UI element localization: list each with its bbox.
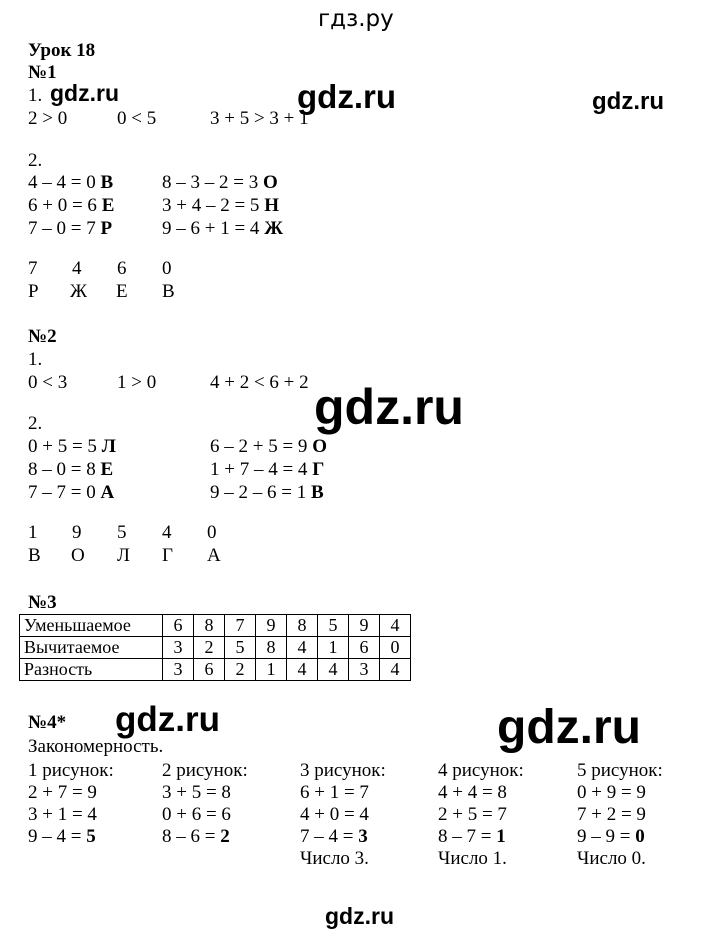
table-cell: 4 xyxy=(318,659,349,681)
table-row xyxy=(20,615,411,637)
table-cell: 3 xyxy=(163,659,194,681)
task-2-letter: В xyxy=(28,545,41,566)
figure-eq: 8 – 6 = 2 xyxy=(162,826,230,847)
task-1-eq: 6 + 0 = 6 Е xyxy=(28,195,115,216)
table-cell: 5 xyxy=(318,615,349,637)
row-label: Вычитаемое xyxy=(20,637,163,659)
task-2-number: 9 xyxy=(72,522,82,543)
task-1-number: 4 xyxy=(72,258,82,279)
task-1-part2-label: 2. xyxy=(28,150,43,171)
task-2-eq: 8 – 0 = 8 Е xyxy=(28,459,114,480)
task-1-compare: 3 + 5 > 3 + 1 xyxy=(210,108,309,129)
task-2-compare: 4 + 2 < 6 + 2 xyxy=(210,372,309,393)
figure-eq: 7 + 2 = 9 xyxy=(577,804,646,825)
figure-title: 4 рисунок: xyxy=(438,760,524,781)
site-header: гдз.ру xyxy=(318,6,394,32)
watermark: gdz.ru xyxy=(314,379,464,435)
task-1-heading: №1 xyxy=(28,62,57,83)
table-cell: 6 xyxy=(194,659,225,681)
figure-title: 1 рисунок: xyxy=(28,760,114,781)
task-2-number: 0 xyxy=(207,522,217,543)
table-cell: 3 xyxy=(349,659,380,681)
task-1-letter: Ж xyxy=(70,281,88,302)
figure-title: 5 рисунок: xyxy=(577,760,663,781)
figure-eq: 2 + 5 = 7 xyxy=(438,804,507,825)
task-4-subtitle: Закономерность. xyxy=(28,736,164,757)
table-row xyxy=(20,659,411,681)
lesson-title: Урок 18 xyxy=(28,40,96,61)
task-2-letter: О xyxy=(71,545,85,566)
task-2-eq: 9 – 2 – 6 = 1 В xyxy=(210,482,324,503)
table-cell: 4 xyxy=(380,659,411,681)
task-1-eq: 4 – 4 = 0 В xyxy=(28,172,114,193)
task-2-eq: 1 + 7 – 4 = 4 Г xyxy=(210,459,325,480)
task-1-letter: Р xyxy=(28,281,39,302)
table-cell: 8 xyxy=(194,615,225,637)
watermark: gdz.ru xyxy=(50,80,119,106)
row-label: Разность xyxy=(20,659,163,681)
table-cell: 1 xyxy=(318,637,349,659)
task-2-heading: №2 xyxy=(28,326,57,347)
task-1-number: 6 xyxy=(117,258,127,279)
figure-column xyxy=(577,760,663,870)
task-2-letter: Л xyxy=(117,545,130,566)
figure-eq: 2 + 7 = 9 xyxy=(28,782,97,803)
task-1-eq: 8 – 3 – 2 = 3 О xyxy=(162,172,278,193)
figure-title: 2 рисунок: xyxy=(162,760,248,781)
figure-eq: 8 – 7 = 1 xyxy=(438,826,506,847)
task-1-letter: Е xyxy=(116,281,128,302)
figure-eq: 9 – 4 = 5 xyxy=(28,826,96,847)
task-1-part1-label: 1. xyxy=(28,85,43,106)
task-2-eq: 7 – 7 = 0 А xyxy=(28,482,115,503)
task-2-eq: 0 + 5 = 5 Л xyxy=(28,436,116,457)
table-cell: 9 xyxy=(256,615,287,637)
task-2-letter: А xyxy=(207,545,221,566)
task-2-part2-label: 2. xyxy=(28,413,43,434)
table-cell: 9 xyxy=(349,615,380,637)
table-cell: 4 xyxy=(287,659,318,681)
figure-number: Число 1. xyxy=(438,848,507,869)
task-2-compare: 1 > 0 xyxy=(117,372,157,393)
figure-column xyxy=(438,760,524,870)
figure-number: Число 0. xyxy=(577,848,646,869)
task-1-compare: 2 > 0 xyxy=(28,108,68,129)
figure-number: Число 3. xyxy=(300,848,369,869)
task-2-part1-label: 1. xyxy=(28,349,43,370)
task-2-number: 4 xyxy=(162,522,172,543)
table-cell: 2 xyxy=(225,659,256,681)
table-cell: 6 xyxy=(349,637,380,659)
task-3-heading: №3 xyxy=(28,592,57,613)
subtraction-table xyxy=(19,614,411,681)
task-4-heading: №4* xyxy=(28,712,67,733)
figure-eq: 3 + 1 = 4 xyxy=(28,804,97,825)
task-2-number: 5 xyxy=(117,522,127,543)
task-1-eq: 7 – 0 = 7 Р xyxy=(28,218,113,239)
task-2-number: 1 xyxy=(28,522,38,543)
table-cell: 4 xyxy=(287,637,318,659)
figure-eq: 6 + 1 = 7 xyxy=(300,782,369,803)
table-cell: 3 xyxy=(163,637,194,659)
table-cell: 4 xyxy=(380,615,411,637)
figure-eq: 3 + 5 = 8 xyxy=(162,782,231,803)
figure-eq: 0 + 6 = 6 xyxy=(162,804,231,825)
row-label: Уменьшаемое xyxy=(20,615,163,637)
task-1-number: 7 xyxy=(28,258,38,279)
task-2-compare: 0 < 3 xyxy=(28,372,68,393)
watermark: gdz.ru xyxy=(325,903,394,929)
watermark: gdz.ru xyxy=(592,88,664,115)
figure-eq: 4 + 4 = 8 xyxy=(438,782,507,803)
table-cell: 8 xyxy=(256,637,287,659)
figure-column xyxy=(28,760,114,848)
figure-title: 3 рисунок: xyxy=(300,760,386,781)
watermark: gdz.ru xyxy=(497,701,641,754)
task-2-eq: 6 – 2 + 5 = 9 О xyxy=(210,436,327,457)
figure-eq: 0 + 9 = 9 xyxy=(577,782,646,803)
table-cell: 6 xyxy=(163,615,194,637)
task-1-number: 0 xyxy=(162,258,172,279)
figure-eq: 7 – 4 = 3 xyxy=(300,826,368,847)
table-cell: 0 xyxy=(380,637,411,659)
table-cell: 7 xyxy=(225,615,256,637)
table-row xyxy=(20,637,411,659)
table-cell: 1 xyxy=(256,659,287,681)
table-cell: 8 xyxy=(287,615,318,637)
task-1-eq: 3 + 4 – 2 = 5 Н xyxy=(162,195,279,216)
figure-eq: 4 + 0 = 4 xyxy=(300,804,369,825)
figure-column xyxy=(162,760,248,848)
table-cell: 2 xyxy=(194,637,225,659)
task-1-letter: В xyxy=(162,281,175,302)
watermark: gdz.ru xyxy=(115,700,220,739)
task-1-compare: 0 < 5 xyxy=(117,108,157,129)
figure-eq: 9 – 9 = 0 xyxy=(577,826,645,847)
figure-column xyxy=(300,760,386,870)
table-cell: 5 xyxy=(225,637,256,659)
task-2-letter: Г xyxy=(162,545,173,566)
watermark: gdz.ru xyxy=(297,78,396,115)
task-1-eq: 9 – 6 + 1 = 4 Ж xyxy=(162,218,283,239)
